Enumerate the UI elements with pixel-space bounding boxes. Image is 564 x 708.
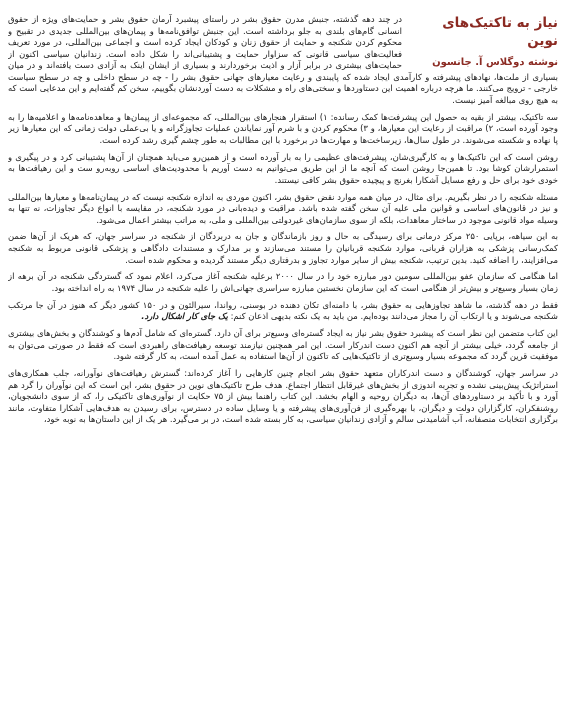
document-title: نیاز به تاکتیک‌های نوین — [442, 15, 558, 49]
paragraph-6: اما هنگامی که سازمان عفو بین‌المللی سومین دور مبارزه خود را در سال ۲۰۰۰ برعلیه شکنجه آغاز می‌کرد، اعلام نمود که گستردگی شکنجه در آن برهه از زمان بسیار وسیع‌تر و بیش‌تر از هنگامی است که این سازمان نخستین مبارزه سراسری جهانی‌اش را علیه شکنجه در سال ۱۹۷۴ به راه انداخته بود. — [8, 271, 558, 293]
paragraph-2: سه تاکتیک، بیشتر از بقیه به حصول این پیشرفت‌ها کمک رسانده: ۱) استقرار هنجارهای بین‌المللی، که مجموعه‌ای از پیمان‌ها و معاهده‌نامه‌ها و اعلامیه‌ها را به وجود آورده است، ۲) مراقبت از رعایت این معیارها، و ۳) محکوم کردن و با شرم آور نمایاندن عملیات تجاوزگرانه و یا بی‌عملی دولت زمانی که این معیارها زیر پا نهاده و شکسته می‌شوند. در طول سال‌ها، زیرساخت‌ها و مهارت‌ها در برخورد با این مطالبات به طور چشم گیری رشد کرده است. — [8, 111, 558, 145]
paragraph-4: مسئله شکنجه را در نظر بگیریم. برای مثال، در میان همه موارد نقض حقوق بشر، اکنون موردی به اندازه شکنجه نیست که در پیمان‌نامه‌ها و معیارها بین‌المللی و نیز در قانون‌های اساسی و قوانین ملی علیه آن سخن گفته شده باشد. مراقبت و دیده‌بانی در مورد شکنجه، در مقایسه با انواع دیگر تجاوزات، نه تنها به وسیله مواد قانونی موجود در ساختار معاهدات، بلکه از سوی سازمان‌های غیردولتی بین‌المللی و ملی، به مراتب بیشتر اعمال می‌شود. — [8, 191, 558, 225]
title-spacer — [402, 14, 558, 66]
article-body — [8, 14, 558, 431]
paragraph-5: به این سیاهه، برپایی ۲۵۰ مرکز درمانی برای رسیدگی به حال و روز بازماندگان و جان به دربردگان از شکنجه در سراسر جهان، که هریک از آن‌ها ضمن کمک‌رسانی پزشکی به هزاران قربانی، موارد شکنجه قربانیان را مستند می‌سازند و بر مدارک و مستندات دادگاهی و پزشکی قانونی مربوط به شکنجه می‌افزایند، را اضافه کنید. بدین ترتیب، شکنجه بیش از سایر موارد تجاوز و بدرفتاری دیگر مستند گردیده و محکوم شده است. — [8, 231, 558, 265]
document-page — [8, 14, 558, 704]
paragraph-8: این کتاب متضمن این نظر است که پیشبرد حقوق بشر نیاز به ایجاد گستره‌ای وسیع‌تر برای آن دارد. گستره‌ای که شامل آدم‌ها و کوشندگان و بخش‌های بیشتری از جامعه گردد، خیلی بیشتر از آنچه هم اکنون دست اندرکار است. این امر همچنین نیازمند توسعه رهیافت‌های راهبردی است که فقط در صورتی می‌توان به موفقیت قرین گردد که مجموعه بسیار وسیع‌تری از تاکتیک‌هایی که تاکنون از آن‌ها استفاده به عمل آمده است، به کار گرفته شود. — [8, 328, 558, 362]
paragraph-3: روشن است که این تاکتیک‌ها و به کارگیری‌شان، پیشرفت‌های عظیمی را به بار آورده است و از همین‌رو می‌باید همچنان از آن‌ها پشتیبانی کرد و در پیگیری و استمرارشان کوشا بود. تا همین‌جا روشن است که آنچه ما از این طریق می‌توانیم به دست آوریم با محدودیت‌های اساسی روبه‌رو ست و این رهیافت‌ها به خودی خود برای حل و رفع مسایل آشکارا بغرنج و پیچیده حقوق بشر کافی نیستند. — [8, 151, 558, 185]
accent-phrase: یک جای کار اشکال دارد. — [141, 311, 228, 322]
paragraph-1: در چند دهه گذشته، جنبش مدرن حقوق بشر در راستای پیشبرد آرمان حقوق بشر و حمایت‌های ویژه از حقوق انسانی گام‌های بلندی به جلو برداشته است. این جنبش توافق‌نامه‌ها و پیمان‌های بین‌المللی جدیدی در تقبیح و محکوم کردن شکنجه و حمایت از حقوق زنان و کودکان ایجاد کرده است و اجماعی بین‌المللی، در مورد تعریف فعالیت‌های سیاسی قانونی که سزاوار حمایت و پشتیبانی‌اند را شکل داده است. زندانیان سیاسی اکنون از حمایت‌های بیشتری در برابر آزار و اذیت برخوردارند و بسیاری از ایشان اینک به آزادی دست یافته‌اند و در میان بسیاری از ملت‌ها، نهادهای پیشرفته و کارآمدی ایجاد شده که پایبندی و رعایت معیارهای جهانی حقوق بشر را - چه در سطح داخلی و چه در سطح سیاست خارجی - ترویج می‌کنند. ما هرچه درباره اهمیت این دستاوردها و سختی‌های راه و مشکلات به دست آوردنشان بگوییم، سخن کم گفته‌ایم و این مدعایی است که به هیچ روی مبالغه آمیز نیست. — [8, 14, 558, 105]
paragraph-7-text: فقط در دهه گذشته، ما شاهد تجاوزهایی به حقوق بشر، با دامنه‌ای تکان دهنده در بوسنی، رواندا، سیرالئون و در ۱۵۰ کشور دیگر که هنوز در آن جا مرتکب شکنجه می‌شوند و یا ارتکاب آن را مجاز می‌دانند بوده‌ایم. من باید به یک نکته بدیهی اذعان کنم: — [8, 299, 558, 322]
paragraph-7 — [8, 300, 558, 323]
author-line: نوشته دوگلاس آ. جانسون — [432, 57, 558, 68]
paragraph-9: در سراسر جهان، کوشندگان و دست اندرکاران متعهد حقوق بشر انجام چنین کارهایی را آغاز کرده‌اند: گسترش رهیافت‌های نوآورانه، جلب همکاری‌های استراتژیک پیش‌بینی نشده و تجربه اندوزی از بخش‌های غیرقابل انتظار اجتماع. هدف طرح تاکتیک‌های نوین در حقوق بشر، این است که این نوآوران را گرد هم آورد و با تأکید بر دستاوردهای آن‌ها، به دیگران روحیه و الهام بخشد. این کتاب راهنما بیش از ۷۵ حکایت از نوآوری‌های تاکتیکی را، که از سوی دانشجویان، روشنفکران، کارگزاران دولت و دیگران، با بهره‌گیری از فن‌آوری‌های پیشرفته و یا وسایل ساده در دسترس، برای رسیدن به هدف‌هایی آشکارا متفاوت، مانند برگزاری انتخابات منصفانه، آب آشامیدنی سالم و آزادی زندانیان سیاسی، به کار بسته شده است، در بر می‌گیرد. هر یک از این داستان‌ها به نوبه خود، — [8, 368, 558, 425]
